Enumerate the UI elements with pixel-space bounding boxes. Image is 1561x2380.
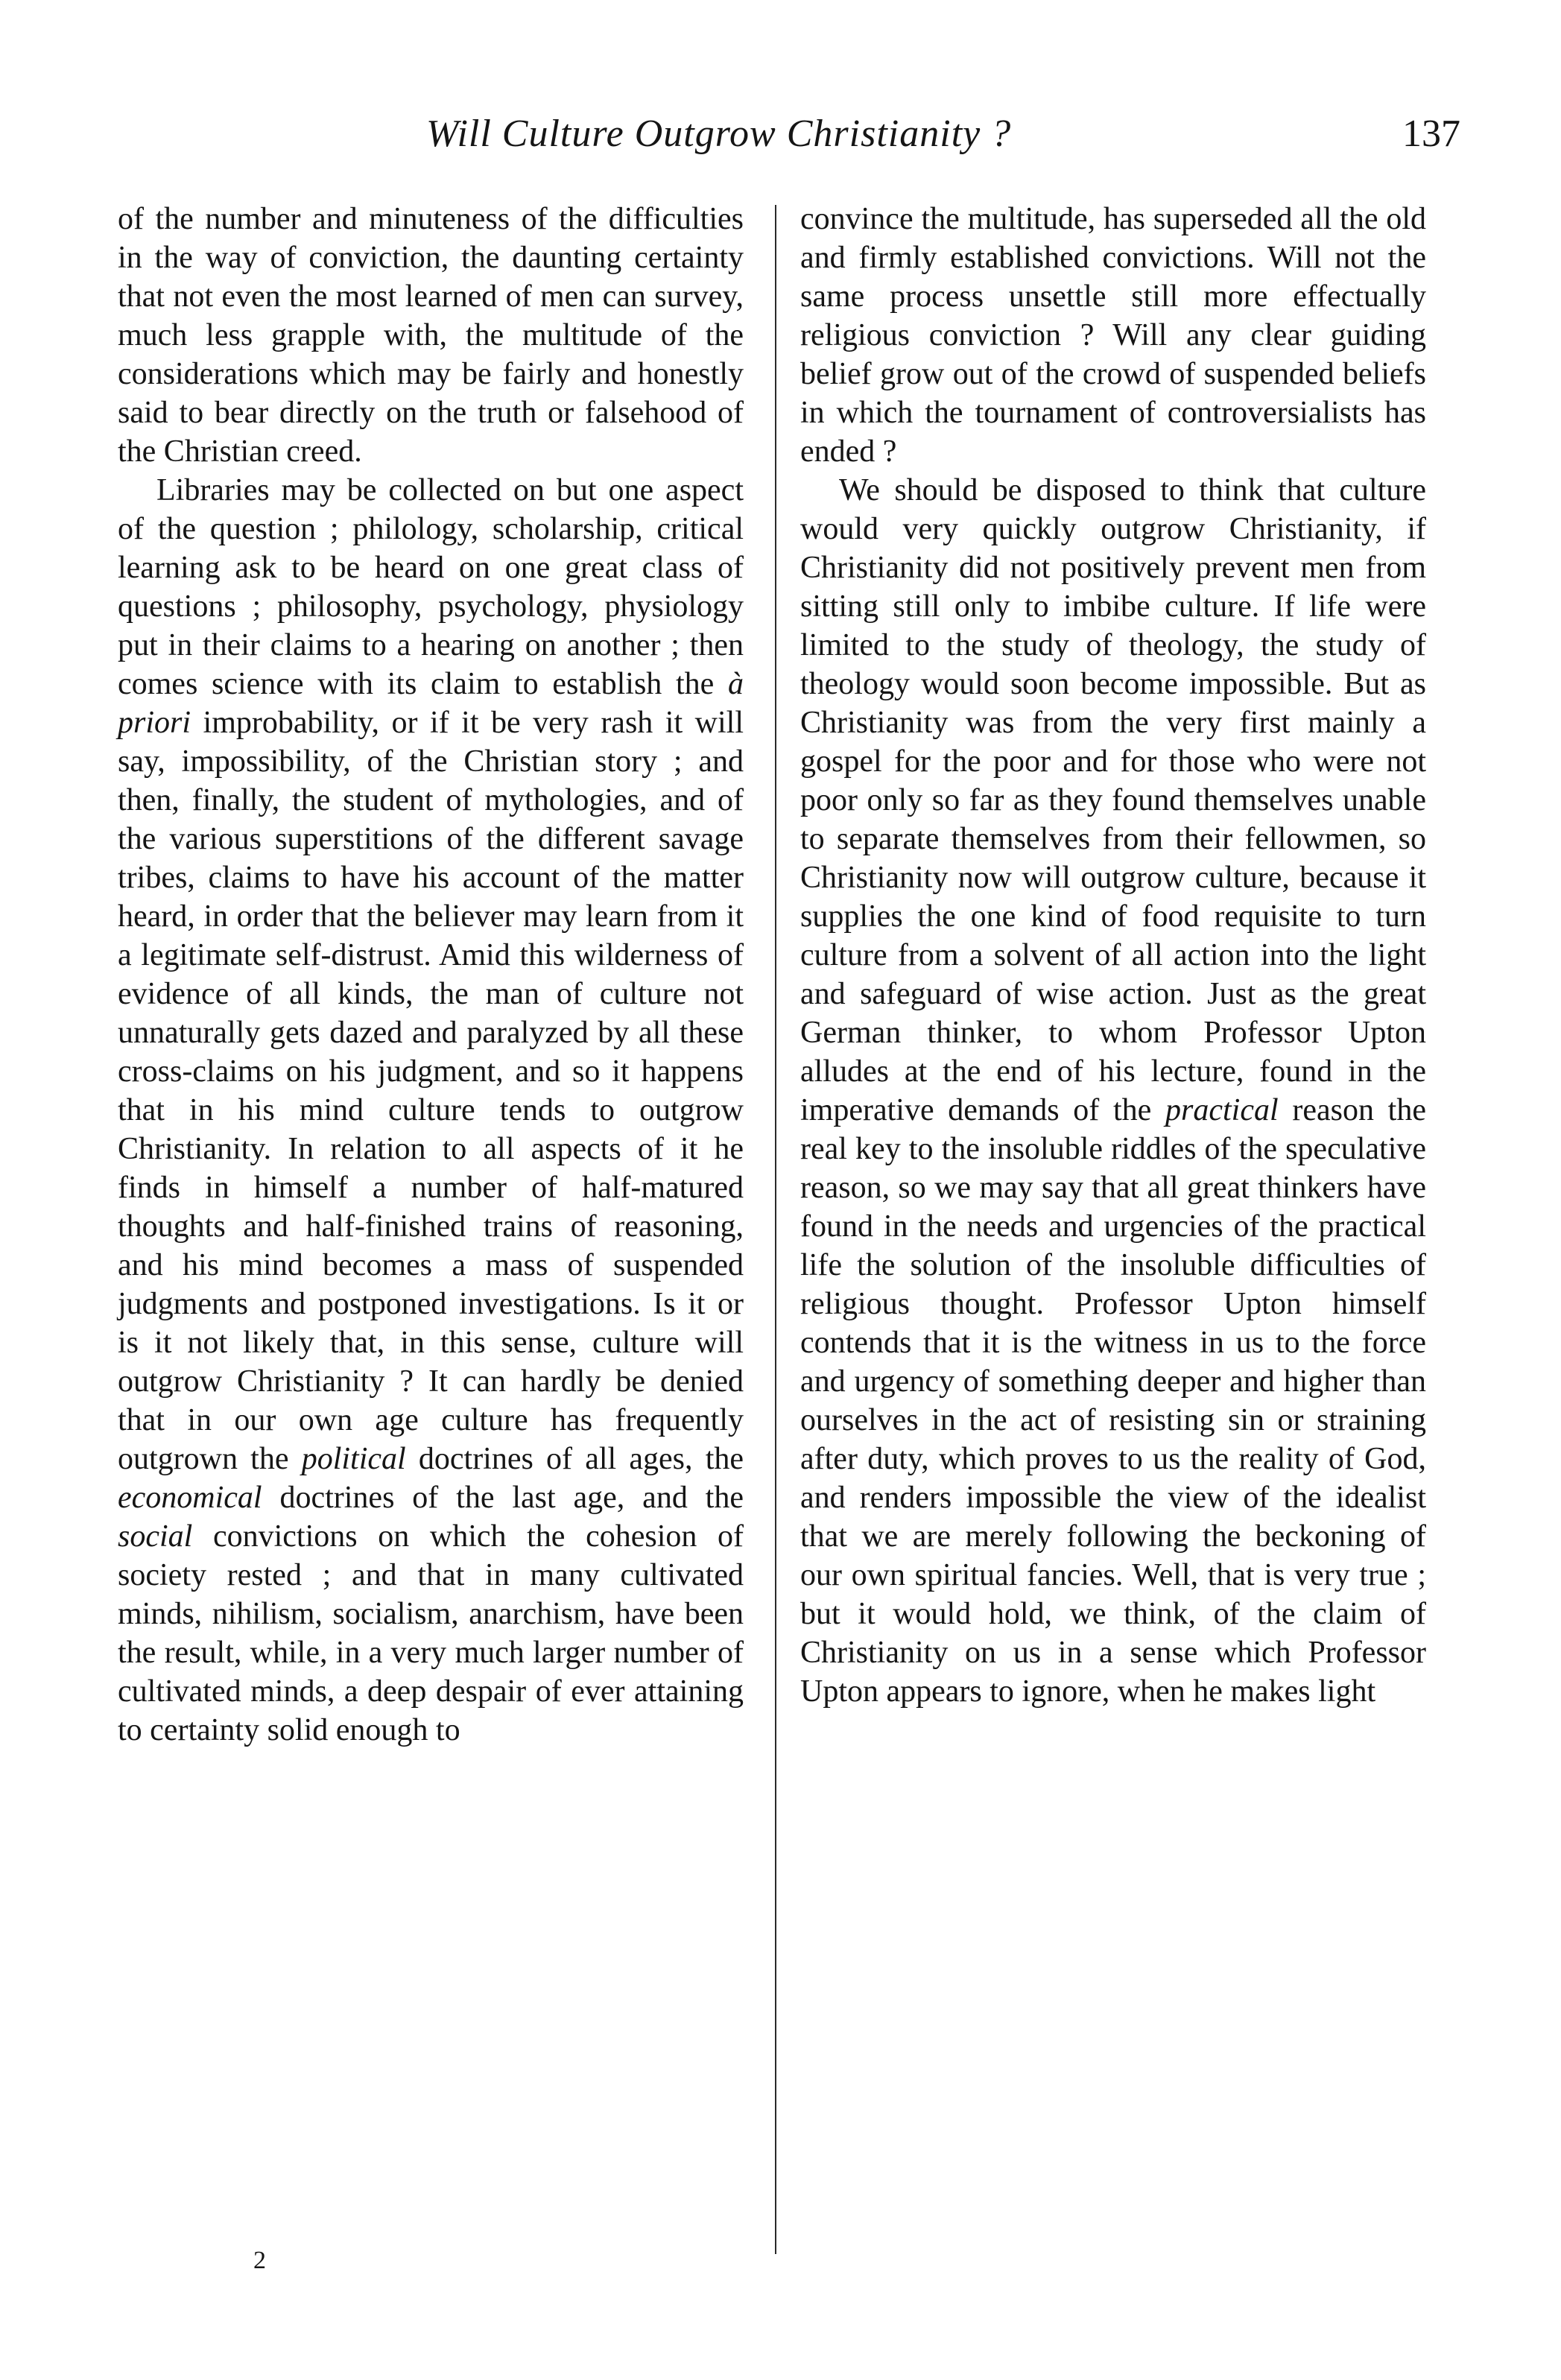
running-title: Will Culture Outgrow Christianity ? — [426, 113, 1012, 155]
right-column — [800, 200, 1426, 1711]
column-divider — [775, 205, 776, 2254]
left-column — [118, 200, 744, 1750]
left-p2-italic-social: social — [118, 1519, 193, 1554]
left-p2-text-1: Libraries may be collected on but one aspect of the question ; philology, scholarship, critical learning ask to be heard on one great class of questions ; philosophy, psychology, physiology put in their claims to a hearing on another ; then comes science with its claim to establish the — [118, 473, 744, 701]
signature-mark: 2 — [253, 2247, 266, 2274]
right-p2-italic-practical: practical — [1165, 1093, 1279, 1127]
right-p2-text-1: We should be disposed to think that culture would very quickly outgrow Christianity, if Christianity did not positively prevent men from sitting still only to imbibe culture. If life were limited to the study of theology, the study of theology would soon become impossible. But as Christianity was from the very first mainly a gospel for the poor and for those who were not poor only so far as they found themselves unable to separate themselves from their fellowmen, so Christianity now will outgrow culture, because it supplies the one kind of food requisite to turn culture from a solvent of all action into the light and safeguard of wise action. Just as the great German thinker, to whom Professor Upton alludes at the end of his lecture, found in the imperative demands of the — [800, 473, 1426, 1127]
left-p2-text-3: doctrines of all ages, the — [405, 1442, 744, 1476]
left-p2-italic-political: political — [301, 1442, 406, 1476]
left-p2-text-5: convictions on which the cohesion of society rested ; and that in many cultivated minds, nihilism, socialism, anarchism, have been the result, while, in a very much larger number of cultivated minds, a deep despair of ever attaining to certainty solid enough to — [118, 1519, 744, 1747]
left-paragraph-1: of the number and minuteness of the difficulties in the way of conviction, the daunting certainty that not even the most learned of men can survey, much less grapple with, the multitude of the considerations which may be fairly and honestly said to bear directly on the truth or falsehood of the Christian creed. — [118, 202, 744, 469]
page-number: 137 — [1402, 113, 1460, 155]
running-head — [0, 112, 1561, 171]
left-p2-text-2: improbability, or if it be very rash it will say, impossibility, of the Christian story ; and then, finally, the student of mythologies, and of the various superstitions of the different savage tribes, claims to have his account of the matter heard, in order that the believer may learn from it a legitimate self-distrust. Amid this wilderness of evidence of all kinds, the man of culture not unnaturally gets dazed and paralyzed by all these cross-claims on his judgment, and so it happens that in his mind culture tends to outgrow Christianity. In relation to all aspects of it he finds in himself a number of half-matured thoughts and half-finished trains of reasoning, and his mind becomes a mass of suspended judgments and postponed investigations. Is it or is it not likely that, in this sense, culture will outgrow Christianity ? It can hardly be denied that in our own age culture has frequently outgrown the — [118, 706, 744, 1476]
left-p2-italic-economical: economical — [118, 1481, 262, 1515]
right-paragraph-1: convince the multitude, has superseded all the old and firmly established convictions. Will not the same process unsettle still more effectually religious conviction ? Will any clear guiding belief grow out of the crowd of suspended beliefs in which the tournament of controversialists has ended ? — [800, 202, 1426, 469]
left-p2-italic-a-priori: à priori — [118, 667, 744, 740]
right-p2-text-2: reason the real key to the insoluble riddles of the speculative reason, so we may say that all great thinkers have found in the needs and urgencies of the practical life the solution of the insoluble difficulties of religious thought. Professor Upton himself contends that it is the witness in us to the force and urgency of something deeper and higher than ourselves in the act of resisting sin or straining after duty, which proves to us the reality of God, and renders impossible the view of the idealist that we are merely following the beckoning of our own spiritual fancies. Well, that is very true ; but it would hold, we think, of the claim of Christianity on us in a sense which Professor Upton appears to ignore, when he makes light — [800, 1093, 1426, 1709]
left-p2-text-4: doctrines of the last age, and the — [262, 1481, 744, 1515]
left-paragraph-2 — [118, 471, 744, 1750]
right-paragraph-2 — [800, 471, 1426, 1711]
